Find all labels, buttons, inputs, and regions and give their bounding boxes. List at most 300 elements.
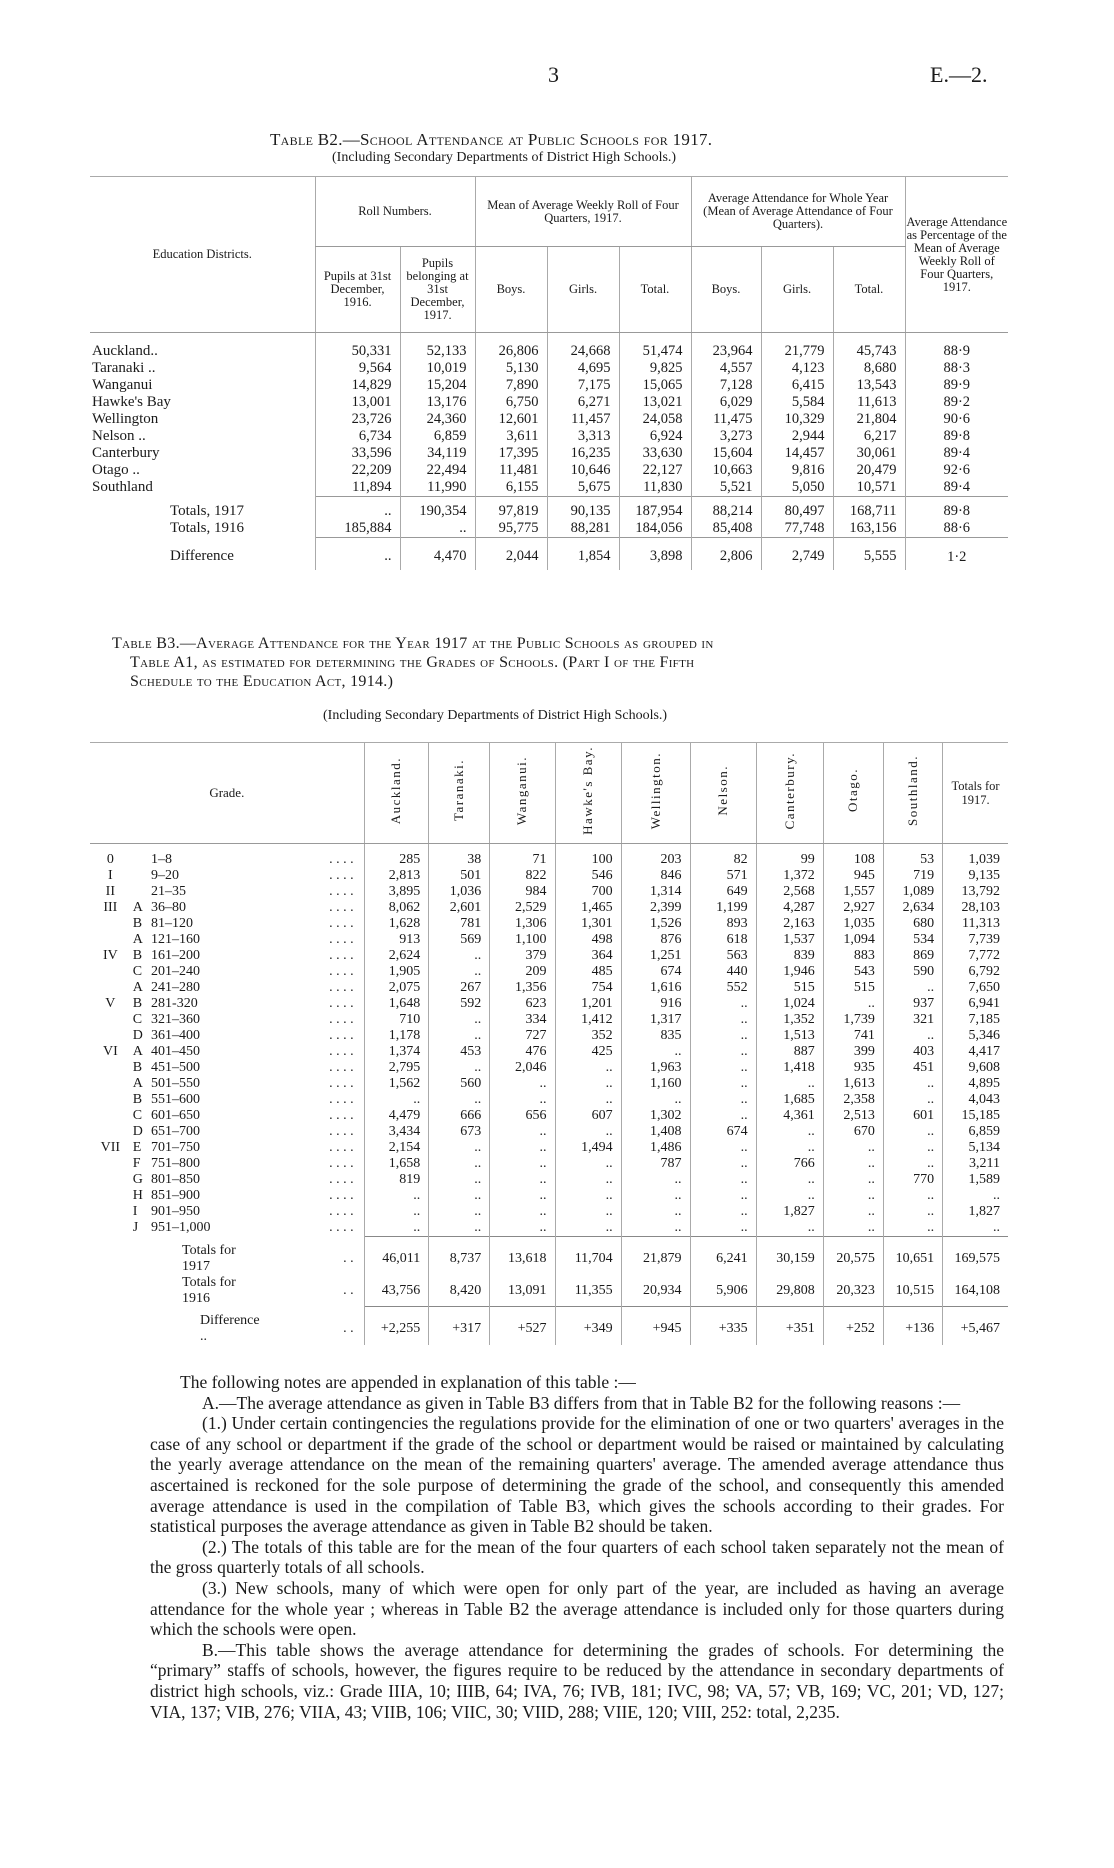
- table-row: [90, 462, 1008, 479]
- district-name: Nelson ..: [92, 427, 146, 444]
- cell-value: 203: [621, 852, 690, 868]
- header-pupils-1917: Pupils belonging at 31st December, 1917.: [400, 247, 475, 333]
- cell-value: ..: [690, 1156, 756, 1172]
- cell-value: 2,568: [756, 884, 823, 900]
- table-row: [90, 948, 1008, 964]
- cell-value: 2,046: [490, 1060, 555, 1076]
- cell-value: 364: [555, 948, 621, 964]
- header-att-girls: Girls.: [761, 247, 833, 333]
- cell-value: ..: [756, 1188, 823, 1204]
- cell-value: 1,412: [555, 1012, 621, 1028]
- cell-percentage: 90·6: [905, 411, 1008, 428]
- cell-value: ..: [883, 1028, 942, 1044]
- cell-roll-total: 6,924: [619, 428, 691, 445]
- grade-range: 701–750: [151, 1140, 201, 1155]
- header-district: [490, 743, 555, 844]
- cell-value: ..: [364, 1092, 429, 1108]
- cell-pupils-1916: 9,564: [315, 360, 400, 377]
- cell-percentage: 92·6: [905, 462, 1008, 479]
- cell-pupils-1916: 14,829: [315, 377, 400, 394]
- cell-value: ..: [555, 1092, 621, 1108]
- grade-group: [90, 1124, 131, 1140]
- leader-dots: . . . .: [329, 964, 354, 979]
- header-district-label: Wanganui.: [514, 755, 530, 826]
- header-district: [555, 743, 621, 844]
- cell-total: 164,108: [943, 1275, 1008, 1307]
- cell-value: 846: [621, 868, 690, 884]
- cell-percentage: 88·3: [905, 360, 1008, 377]
- cell-percentage: 89·4: [905, 479, 1008, 497]
- cell-value: 1,374: [364, 1044, 429, 1060]
- cell-value: 352: [555, 1028, 621, 1044]
- grade-group: [90, 1012, 131, 1028]
- cell-total: 6,792: [943, 964, 1008, 980]
- cell-att-total: 5,555: [833, 544, 905, 570]
- grade-range: 241–280: [151, 980, 201, 995]
- cell-roll-girls: 4,695: [547, 360, 619, 377]
- leader-dots: . .: [343, 1250, 354, 1266]
- cell-value: 13,618: [490, 1243, 555, 1275]
- grade-range: 321–360: [151, 1012, 201, 1027]
- cell-value: +349: [555, 1313, 621, 1345]
- grade-group: [90, 1092, 131, 1108]
- cell-value: 267: [429, 980, 490, 996]
- grade-range: 81–120: [151, 916, 194, 931]
- grade-subdivision: A: [132, 980, 143, 995]
- cell-roll-girls: 3,313: [547, 428, 619, 445]
- grade-group: [90, 980, 131, 996]
- cell-value: 1,314: [621, 884, 690, 900]
- cell-value: 534: [883, 932, 942, 948]
- cell-value: 1,963: [621, 1060, 690, 1076]
- grade-range: 901–950: [151, 1204, 201, 1219]
- cell-att-girls: 4,123: [761, 360, 833, 377]
- table-row: [90, 964, 1008, 980]
- cell-value: ..: [690, 996, 756, 1012]
- cell-roll-girls: 6,271: [547, 394, 619, 411]
- cell-att-boys: 85,408: [691, 520, 761, 538]
- cell-total: +5,467: [943, 1313, 1008, 1345]
- cell-value: 2,154: [364, 1140, 429, 1156]
- cell-value: ..: [690, 1172, 756, 1188]
- cell-value: ..: [555, 1060, 621, 1076]
- cell-value: ..: [490, 1172, 555, 1188]
- cell-percentage: 89·8: [905, 503, 1008, 520]
- cell-att-total: 6,217: [833, 428, 905, 445]
- totals-row: [90, 1275, 1008, 1307]
- cell-value: 1,557: [823, 884, 883, 900]
- cell-value: 1,302: [621, 1108, 690, 1124]
- cell-value: ..: [429, 948, 490, 964]
- grade-group: [90, 916, 131, 932]
- cell-value: 1,616: [621, 980, 690, 996]
- cell-value: 563: [690, 948, 756, 964]
- cell-value: ..: [756, 1140, 823, 1156]
- leader-dots: . . . .: [329, 980, 354, 995]
- cell-roll-boys: 97,819: [475, 503, 547, 520]
- grade-subdivision: D: [132, 1028, 143, 1043]
- cell-value: 515: [756, 980, 823, 996]
- cell-value: 2,358: [823, 1092, 883, 1108]
- cell-att-boys: 6,029: [691, 394, 761, 411]
- cell-att-boys: 23,964: [691, 343, 761, 360]
- cell-value: 754: [555, 980, 621, 996]
- cell-value: 819: [364, 1172, 429, 1188]
- cell-total: 6,859: [943, 1124, 1008, 1140]
- header-district-label: Otago.: [845, 768, 861, 813]
- cell-value: 321: [883, 1012, 942, 1028]
- header-roll-girls: Girls.: [547, 247, 619, 333]
- cell-value: 6,241: [690, 1243, 756, 1275]
- grade-group: [90, 932, 131, 948]
- leader-dots: . . . .: [329, 1012, 354, 1027]
- cell-value: ..: [823, 1140, 883, 1156]
- cell-roll-girls: 16,235: [547, 445, 619, 462]
- leader-dots: . . . .: [329, 1156, 354, 1171]
- cell-value: 2,399: [621, 900, 690, 916]
- cell-att-girls: 2,944: [761, 428, 833, 445]
- cell-att-total: 11,613: [833, 394, 905, 411]
- cell-value: +2,255: [364, 1313, 429, 1345]
- grade-group: [90, 1108, 131, 1124]
- cell-roll-boys: 6,155: [475, 479, 547, 497]
- cell-value: 1,094: [823, 932, 883, 948]
- cell-value: ..: [364, 1220, 429, 1236]
- cell-value: ..: [823, 1204, 883, 1220]
- cell-value: ..: [690, 1108, 756, 1124]
- grade-subdivision: D: [132, 1124, 143, 1139]
- cell-total: 13,792: [943, 884, 1008, 900]
- table-row: [90, 343, 1008, 360]
- cell-value: 590: [883, 964, 942, 980]
- cell-value: 440: [690, 964, 756, 980]
- cell-value: ..: [490, 1124, 555, 1140]
- cell-value: 3,895: [364, 884, 429, 900]
- cell-value: ..: [429, 1172, 490, 1188]
- cell-value: ..: [429, 1204, 490, 1220]
- cell-value: 501: [429, 868, 490, 884]
- cell-roll-boys: 12,601: [475, 411, 547, 428]
- cell-roll-boys: 95,775: [475, 520, 547, 538]
- cell-value: 1,036: [429, 884, 490, 900]
- header-district: [364, 743, 429, 844]
- district-name: Otago ..: [92, 461, 140, 478]
- cell-value: 2,624: [364, 948, 429, 964]
- cell-pupils-1916: 22,209: [315, 462, 400, 479]
- cell-att-boys: 11,475: [691, 411, 761, 428]
- cell-value: 399: [823, 1044, 883, 1060]
- district-name: Hawke's Bay: [92, 393, 171, 410]
- cell-value: 1,356: [490, 980, 555, 996]
- grade-range: 1–8: [151, 852, 173, 867]
- cell-value: ..: [429, 1012, 490, 1028]
- cell-value: 710: [364, 1012, 429, 1028]
- cell-value: +335: [690, 1313, 756, 1345]
- table-row: [90, 428, 1008, 445]
- cell-value: 285: [364, 852, 429, 868]
- cell-value: ..: [429, 1156, 490, 1172]
- cell-value: ..: [690, 1220, 756, 1236]
- difference-row: [90, 1313, 1008, 1345]
- cell-value: +136: [883, 1313, 942, 1345]
- cell-value: ..: [621, 1204, 690, 1220]
- cell-value: 8,737: [429, 1243, 490, 1275]
- totals-row: [90, 1243, 1008, 1275]
- cell-total: 4,043: [943, 1092, 1008, 1108]
- grade-group: VI: [102, 1044, 118, 1059]
- cell-total: ..: [943, 1188, 1008, 1204]
- cell-pupils-1917: 6,859: [400, 428, 475, 445]
- notes: [150, 1372, 1004, 1722]
- leader-dots: . . . .: [329, 1172, 354, 1187]
- cell-value: 569: [429, 932, 490, 948]
- grade-subdivision: H: [132, 1188, 143, 1203]
- leader-dots: . . . .: [329, 1220, 354, 1235]
- cell-value: 71: [490, 852, 555, 868]
- grade-range: 161–200: [151, 948, 201, 963]
- grade-group: [90, 1220, 131, 1236]
- cell-total: 4,895: [943, 1076, 1008, 1092]
- table-row: [90, 1028, 1008, 1044]
- difference-label: Difference ..: [200, 1313, 260, 1344]
- cell-value: ..: [490, 1076, 555, 1092]
- cell-value: 2,813: [364, 868, 429, 884]
- table-row: [90, 1204, 1008, 1220]
- cell-value: ..: [490, 1156, 555, 1172]
- cell-value: ..: [555, 1124, 621, 1140]
- totals-label: Totals for 1916: [182, 1274, 236, 1306]
- cell-value: 1,418: [756, 1060, 823, 1076]
- cell-att-girls: 5,584: [761, 394, 833, 411]
- cell-value: 1,201: [555, 996, 621, 1012]
- cell-value: 984: [490, 884, 555, 900]
- cell-value: 99: [756, 852, 823, 868]
- cell-att-boys: 3,273: [691, 428, 761, 445]
- grade-range: 801–850: [151, 1172, 201, 1187]
- cell-value: 887: [756, 1044, 823, 1060]
- cell-value: 741: [823, 1028, 883, 1044]
- grade-subdivision: E: [132, 1140, 142, 1155]
- notes-intro: The following notes are appended in explanation of this table :—: [180, 1372, 636, 1392]
- header-district-label: Wellington.: [647, 751, 663, 830]
- cell-att-boys: 88,214: [691, 503, 761, 520]
- cell-percentage: 88·9: [905, 343, 1008, 360]
- cell-value: ..: [555, 1220, 621, 1236]
- grade-subdivision: B: [132, 948, 143, 963]
- cell-value: 592: [429, 996, 490, 1012]
- leader-dots: . . . .: [329, 1140, 354, 1155]
- header-roll-total: Total.: [619, 247, 691, 333]
- note-a3: (3.) New schools, many of which were open for only part of the year, are included as having an average attendance for the whole year ; whereas in Table B2 the average attendance is included only for those quarters during which the schools were open.: [150, 1577, 1004, 1640]
- cell-value: 674: [621, 964, 690, 980]
- cell-value: 1,089: [883, 884, 942, 900]
- header-percentage: Average Attendance as Percentage of the Mean of Average Weekly Roll of Four Quarters, 1917.: [905, 177, 1008, 333]
- table-b3-title: [112, 634, 1002, 691]
- cell-value: +945: [621, 1313, 690, 1345]
- cell-value: 1,739: [823, 1012, 883, 1028]
- header-district: [756, 743, 823, 844]
- grade-group: [90, 1156, 131, 1172]
- grade-group: II: [105, 884, 115, 899]
- cell-total: 7,185: [943, 1012, 1008, 1028]
- cell-value: 1,251: [621, 948, 690, 964]
- cell-value: ..: [490, 1092, 555, 1108]
- table-b3: [90, 742, 1008, 1345]
- cell-value: 1,685: [756, 1092, 823, 1108]
- grade-range: 361–400: [151, 1028, 201, 1043]
- leader-dots: . .: [343, 1282, 354, 1298]
- cell-value: ..: [555, 1172, 621, 1188]
- cell-value: ..: [690, 1204, 756, 1220]
- cell-value: ..: [883, 1156, 942, 1172]
- cell-value: ..: [429, 964, 490, 980]
- grade-subdivision: A: [132, 1076, 143, 1091]
- cell-value: ..: [555, 1156, 621, 1172]
- table-row: [90, 1060, 1008, 1076]
- cell-value: ..: [883, 1220, 942, 1236]
- cell-value: ..: [429, 1140, 490, 1156]
- cell-value: 334: [490, 1012, 555, 1028]
- cell-pupils-1917: 190,354: [400, 503, 475, 520]
- cell-roll-total: 184,056: [619, 520, 691, 538]
- cell-value: 2,795: [364, 1060, 429, 1076]
- cell-value: ..: [555, 1188, 621, 1204]
- cell-value: 1,408: [621, 1124, 690, 1140]
- cell-pupils-1917: 22,494: [400, 462, 475, 479]
- grade-range: 951–1,000: [151, 1220, 211, 1235]
- cell-pupils-1916: 13,001: [315, 394, 400, 411]
- leader-dots: . . . .: [329, 916, 354, 931]
- district-name: Wanganui: [92, 376, 153, 393]
- cell-roll-total: 51,474: [619, 343, 691, 360]
- cell-att-boys: 2,806: [691, 544, 761, 570]
- cell-roll-total: 33,630: [619, 445, 691, 462]
- cell-value: ..: [555, 1204, 621, 1220]
- grade-subdivision: C: [132, 1108, 143, 1123]
- cell-roll-boys: 2,044: [475, 544, 547, 570]
- cell-value: 2,529: [490, 900, 555, 916]
- cell-value: ..: [690, 1044, 756, 1060]
- grade-subdivision: C: [132, 964, 143, 979]
- cell-total: 15,185: [943, 1108, 1008, 1124]
- header-district: [429, 743, 490, 844]
- grade-subdivision: B: [132, 1060, 143, 1075]
- cell-roll-boys: 11,481: [475, 462, 547, 479]
- grade-group: I: [108, 868, 113, 883]
- cell-att-total: 8,680: [833, 360, 905, 377]
- cell-value: ..: [490, 1204, 555, 1220]
- cell-value: 1,526: [621, 916, 690, 932]
- grade-group: III: [103, 900, 118, 915]
- cell-value: 673: [429, 1124, 490, 1140]
- cell-att-boys: 4,557: [691, 360, 761, 377]
- cell-total: 9,608: [943, 1060, 1008, 1076]
- table-row: [90, 1140, 1008, 1156]
- grade-range: 201–240: [151, 964, 201, 979]
- cell-value: ..: [756, 1172, 823, 1188]
- cell-value: 1,199: [690, 900, 756, 916]
- cell-value: 787: [621, 1156, 690, 1172]
- note-a2: (2.) The totals of this table are for the mean of the four quarters of each school taken separately not the mean of the gross quarterly totals of all schools.: [150, 1536, 1004, 1578]
- grade-group: [90, 1028, 131, 1044]
- cell-value: 1,024: [756, 996, 823, 1012]
- cell-value: 1,306: [490, 916, 555, 932]
- cell-att-girls: 77,748: [761, 520, 833, 538]
- cell-att-total: 168,711: [833, 503, 905, 520]
- cell-att-girls: 5,050: [761, 479, 833, 497]
- cell-att-total: 13,543: [833, 377, 905, 394]
- leader-dots: . . . .: [329, 868, 354, 883]
- cell-total: 1,039: [943, 852, 1008, 868]
- cell-att-boys: 7,128: [691, 377, 761, 394]
- cell-value: ..: [490, 1220, 555, 1236]
- cell-value: +527: [490, 1313, 555, 1345]
- cell-att-total: 163,156: [833, 520, 905, 538]
- cell-roll-boys: 26,806: [475, 343, 547, 360]
- cell-value: 46,011: [364, 1243, 429, 1275]
- leader-dots: . . . .: [329, 1092, 354, 1107]
- cell-value: ..: [690, 1076, 756, 1092]
- cell-value: ..: [883, 980, 942, 996]
- grade-range: 751–800: [151, 1156, 201, 1171]
- cell-value: 893: [690, 916, 756, 932]
- cell-value: 1,905: [364, 964, 429, 980]
- table-row: [90, 916, 1008, 932]
- cell-value: ..: [555, 1076, 621, 1092]
- cell-value: ..: [823, 996, 883, 1012]
- leader-dots: . . . .: [329, 900, 354, 915]
- cell-value: 1,317: [621, 1012, 690, 1028]
- grade-range: 9–20: [151, 868, 180, 883]
- note-a1: (1.) Under certain contingencies the regulations provide for the elimination of one or two quarters' averages in the case of any school or department if the grade of the school or department would be raised or maintained by calculating the yearly average attendance on the mean of the remaining quarters' average. The amended average attendance thus ascertained is reckoned for the sole purpose of determining the grade of the school, and consequently this amended average attendance is used in the compilation of Table B3, which gives the schools according to their grades. For statistical purposes the average attendance as given in Table B2 should be taken.: [150, 1413, 1004, 1537]
- cell-roll-total: 22,127: [619, 462, 691, 479]
- cell-roll-boys: 5,130: [475, 360, 547, 377]
- cell-value: 2,927: [823, 900, 883, 916]
- page-number: 3: [548, 62, 559, 87]
- cell-pupils-1917: 52,133: [400, 343, 475, 360]
- cell-value: 656: [490, 1108, 555, 1124]
- cell-pupils-1917: 4,470: [400, 544, 475, 570]
- table-row: [90, 360, 1008, 377]
- cell-value: ..: [429, 1188, 490, 1204]
- cell-value: 10,651: [883, 1243, 942, 1275]
- note-b: B.—This table shows the average attendance for determining the grades of schools. For determining the “primary” staffs of schools, however, the figures require to be reduced by the attendance in secondary departments of district high schools, viz.: Grade IIIA, 10; IIIB, 64; IVA, 76; IVB, 181; IVC, 98; VA, 57; VB, 169; VC, 201; VD, 127; VIA, 137; VIB, 276; VIIA, 43; VIIB, 106; VIIC, 30; VIID, 288; VIIE, 120; VIII, 252: total, 2,235.: [150, 1639, 1004, 1722]
- table-row: [90, 1092, 1008, 1108]
- cell-value: 546: [555, 868, 621, 884]
- cell-percentage: 89·8: [905, 428, 1008, 445]
- cell-pupils-1916: 33,596: [315, 445, 400, 462]
- cell-value: 552: [690, 980, 756, 996]
- table-b3-title-line3: Schedule to the Education Act, 1914.): [130, 673, 394, 690]
- cell-roll-total: 13,021: [619, 394, 691, 411]
- cell-value: 451: [883, 1060, 942, 1076]
- cell-value: 670: [823, 1124, 883, 1140]
- cell-value: ..: [883, 1076, 942, 1092]
- cell-total: 7,739: [943, 932, 1008, 948]
- leader-dots: . . . .: [329, 932, 354, 947]
- totals-label: Totals for 1917: [182, 1242, 236, 1274]
- cell-value: 1,178: [364, 1028, 429, 1044]
- grade-subdivision: A: [132, 900, 143, 915]
- table-b2: [90, 176, 1008, 570]
- grade-group: [90, 1204, 131, 1220]
- leader-dots: . . . .: [329, 948, 354, 963]
- cell-value: 935: [823, 1060, 883, 1076]
- table-b3-title-line2: Table A1, as estimated for determining the Grades of Schools. (Part I of the Fifth: [130, 654, 695, 671]
- cell-value: +351: [756, 1313, 823, 1345]
- cell-value: 425: [555, 1044, 621, 1060]
- cell-percentage: 89·9: [905, 377, 1008, 394]
